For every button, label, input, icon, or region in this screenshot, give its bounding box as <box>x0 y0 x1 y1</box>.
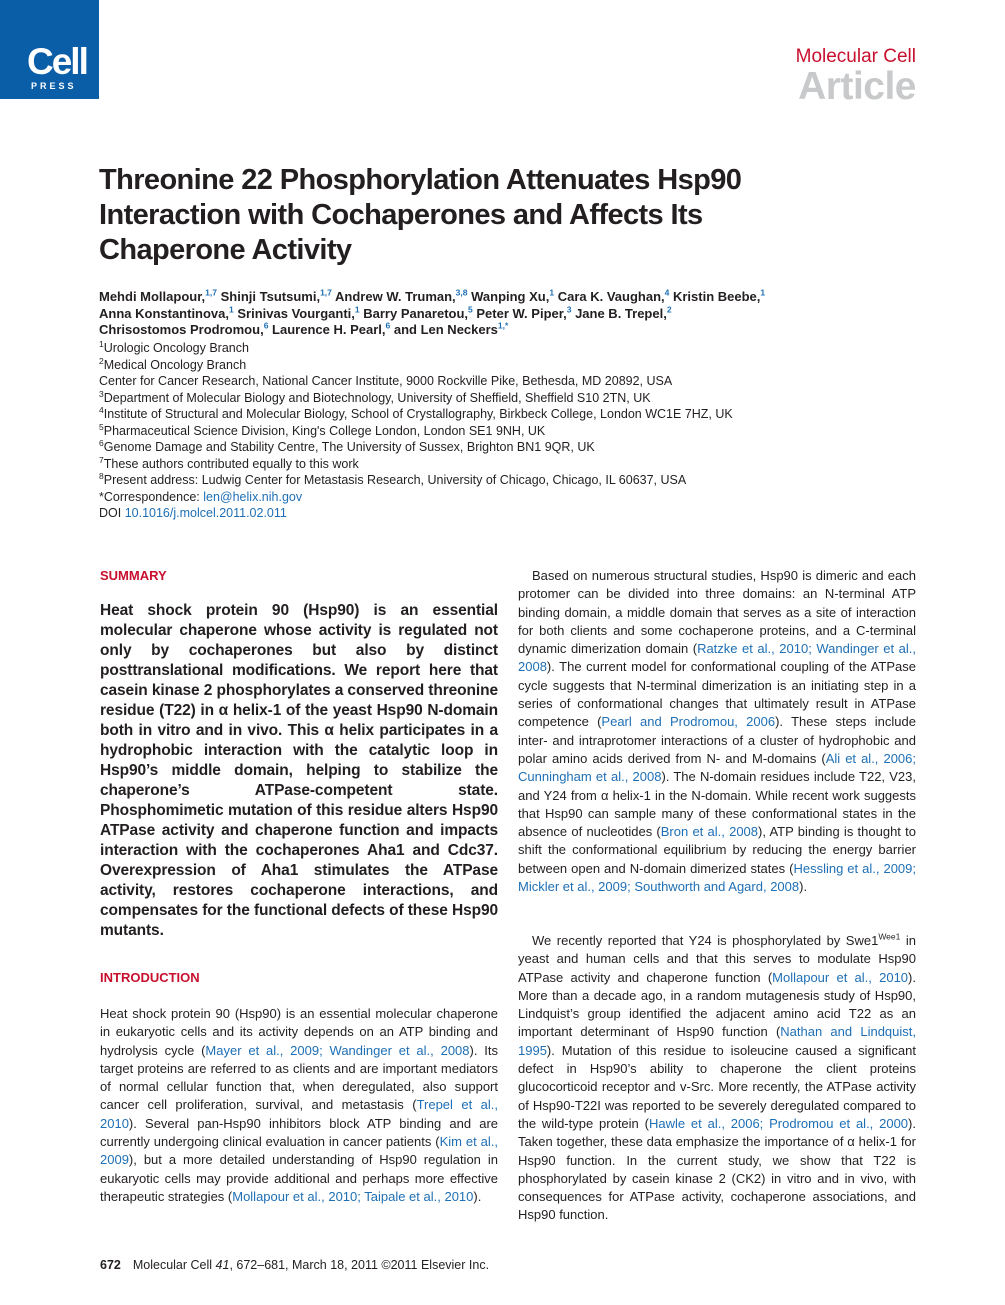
author-name: Mehdi Mollapour, <box>99 289 206 304</box>
affiliation-sup: 5 <box>99 421 104 432</box>
affiliation-sup: 3 <box>99 388 104 399</box>
text-run: ). Mutation of this residue to isoleucine caused a significant defect in Hsp90’s ability to chaperone the client proteins glucocorticoid receptor and v-Src. More recently, the ATPase activity of Hsp90-T22I was reported to be severely deregulated compared to the wild-type protein ( <box>518 1042 916 1131</box>
text-run: in yeast and human cells and that this serves to modulate Hsp90 ATPase activity and chaperone function ( <box>518 933 916 985</box>
affiliation-sup: 1 <box>99 338 104 349</box>
affiliation-item <box>99 406 919 423</box>
summary-text: Heat shock protein 90 (Hsp90) is an essential molecular chaperone whose activity is regulated not only by cochaperones but also by distinct posttranslational modifications. We report here that casein kinase 2 phosphorylates a conserved threonine residue (T22) in α helix-1 of the yeast Hsp90 N-domain both in vitro and in vivo. This α helix participates in a hydrophobic interaction with the catalytic loop in Hsp90’s middle domain, helping to stabilize the chaperone’s ATPase-competent state. Phosphomimetic mutation of this residue alters Hsp90 ATPase activity and chaperone function and impacts interaction with the cochaperones Aha1 and Cdc37. Overexpression of Aha1 stimulates the ATPase activity, restores cochaperone interactions, and compensates for the functional defects of these Hsp90 mutants. <box>100 602 498 939</box>
author-affiliation-sup[interactable]: 1,7 <box>205 287 217 298</box>
introduction-text <box>100 1005 498 1206</box>
footer-volume: 41 <box>215 1258 230 1272</box>
correspondence <box>99 489 919 506</box>
author-affiliation-sup[interactable]: 1 <box>229 304 234 315</box>
affiliation-text: Center for Cancer Research, National Cancer Institute, 9000 Rockville Pike, Bethesda, MD 20892, USA <box>99 374 673 388</box>
citation-link[interactable]: Mollapour et al., 2010 <box>772 969 909 985</box>
affiliation-text: Medical Oncology Branch <box>103 357 247 372</box>
author-name: Cara K. Vaughan, <box>557 289 665 304</box>
citation-link[interactable]: Mollapour et al., 2010; Taipale et al., 2010 <box>232 1188 474 1204</box>
text-run: We recently reported that Y24 is phosphorylated by Swe1 <box>532 933 879 948</box>
author-affiliation-sup[interactable]: 3,8 <box>455 287 468 298</box>
author-affiliation-sup[interactable]: 1,* <box>497 320 509 331</box>
text-run: Based on numerous structural studies, Hsp90 is dimeric and each protomer can be divided into three domains: an N-terminal ATP binding domain, a middle domain that serves as a site of interaction for both clients and some cochaperone proteins, and a C-terminal dynamic dimerization domain ( <box>518 568 916 657</box>
affiliation-text: Urologic Oncology Branch <box>103 341 249 355</box>
article-title: Threonine 22 Phosphorylation Attenuates Hsp90 Interaction with Cochaperones and Affects Its Chaperone Activity <box>99 164 742 266</box>
affiliation-text: Genome Damage and Stability Centre, The University of Sussex, Brighton BN1 9QR, UK <box>103 440 595 454</box>
author-name: Kristin Beebe, <box>672 289 761 304</box>
text-run: ). <box>799 879 808 895</box>
text-run: ). Several pan-Hsp90 inhibitors block ATP binding and are currently undergoing clinical evaluation in cancer patients ( <box>100 1115 498 1150</box>
body-paragraph-2 <box>518 932 916 1225</box>
correspondence-email-link[interactable]: len@helix.nih.gov <box>203 489 303 504</box>
affiliation-sup: 8 <box>99 470 104 481</box>
introduction-heading: INTRODUCTION <box>100 970 200 985</box>
logo-word: Cell <box>27 41 87 82</box>
author-name: Jane B. Trepel, <box>575 305 667 321</box>
footer-citation: , 672–681, March 18, 2011 ©2011 Elsevier Inc. <box>229 1258 490 1272</box>
affiliation-item <box>99 439 919 456</box>
correspondence-label: *Correspondence: <box>99 489 204 504</box>
citation-link[interactable]: Kim et al., 2009 <box>100 1134 498 1168</box>
text-run: ). These steps include inter- and intraprotomer interactions of a cluster of hydrophobic and polar amino acids derived from N- and M-domains ( <box>518 714 916 766</box>
author-name: Barry Panaretou, <box>363 305 469 321</box>
citation-link[interactable]: Mayer et al., 2009; Wandinger et al., 2008 <box>205 1042 470 1058</box>
text-run: ). The current model for conformational coupling of the ATPase cycle suggests that N-terminal dimerization is an initiating step in a series of conformational changes that ultimately result in ATPase competence ( <box>518 659 916 730</box>
text-run: ). Taken together, these data emphasize the importance of α helix-1 for Hsp90 function. In the current study, we show that T22 is phosphorylated by casein kinase 2 (CK2) in vitro and in vivo, with consequences for ATPase activity, cochaperone associations, and Hsp90 function. <box>518 1115 916 1223</box>
citation-link[interactable]: Ali et al., 2006; Cunningham et al., 2008 <box>518 750 917 785</box>
affiliation-item <box>99 472 919 489</box>
page-number: 672 <box>100 1258 121 1272</box>
page-footer <box>100 1257 489 1273</box>
citation-link[interactable]: Hawle et al., 2006; Prodromou et al., 2000 <box>648 1115 909 1131</box>
affiliation-sup: 2 <box>99 355 104 366</box>
superscript: Wee1 <box>878 931 901 942</box>
affiliation-text: Department of Molecular Biology and Biotechnology, University of Sheffield, Sheffield S10 2TN, UK <box>103 390 651 405</box>
author-name: Laurence H. Pearl, <box>272 322 386 337</box>
affiliation-text: Institute of Structural and Molecular Biology, School of Crystallography, Birkbeck College, London WC1E 7HZ, UK <box>103 407 733 421</box>
affiliation-text: These authors contributed equally to this work <box>103 456 359 471</box>
doi-link[interactable]: 10.1016/j.molcel.2011.02.011 <box>124 506 287 520</box>
author-affiliation-sup[interactable]: 1 <box>760 287 766 298</box>
affiliation-item <box>99 390 919 407</box>
affiliation-text: Pharmaceutical Science Division, King's College London, London SE1 9NH, UK <box>103 423 546 438</box>
citation-link[interactable]: Nathan and Lindquist, 1995 <box>518 1024 917 1058</box>
author-affiliation-sup[interactable]: 1 <box>354 304 360 315</box>
citation-link[interactable]: Bron et al., 2008 <box>660 824 759 840</box>
author-name: Andrew W. Truman, <box>335 289 456 304</box>
affiliation-list <box>99 340 919 489</box>
citation-link[interactable]: Pearl and Prodromou, 2006 <box>601 714 776 730</box>
citation-link[interactable]: Ratzke et al., 2010; Wandinger et al., 2008 <box>518 641 916 675</box>
affiliation-item <box>99 456 919 473</box>
text-run: ). More than a decade ago, in a random mutagenesis study of Hsp90, Lindquist’s group identified the adjacent amino acid T22 as an important determinant of Hsp90 function ( <box>518 969 916 1040</box>
text-run: ), ATP binding is thought to shift the conformational equilibrium by reducing the energy barrier between open and N-domain dimerized states ( <box>518 824 916 876</box>
author-affiliation-sup[interactable]: 4 <box>664 287 670 298</box>
text-run: ). Its target proteins are referred to as clients and are important mediators of normal cellular function that, when deregulated, also support cancer cell proliferation, survival, and metastasis ( <box>100 1042 499 1113</box>
author-affiliation-sup[interactable]: 6 <box>263 320 269 331</box>
affiliation-text: Present address: Ludwig Center for Metastasis Research, University of Chicago, Chicago, IL 60637, USA <box>103 473 687 487</box>
doi-label: DOI <box>99 506 125 520</box>
author-list <box>99 289 919 339</box>
text-run: ). The N-domain residues include T22, V23, and Y24 from α helix-1 in the N-domain. While recent work suggests that Hsp90 can sample many of these conformational states in the absence of nucleotides ( <box>518 769 916 840</box>
affiliation-item <box>99 340 919 357</box>
author-name: Wanping Xu, <box>471 289 550 304</box>
author-affiliation-sup[interactable]: 5 <box>468 304 473 315</box>
author-affiliation-sup[interactable]: 2 <box>666 304 672 315</box>
affiliation-item <box>99 373 919 390</box>
affiliation-item <box>99 423 919 440</box>
doi <box>99 505 919 522</box>
text-run: Heat shock protein 90 (Hsp90) is an essential molecular chaperone in eukaryotic cells and its activity depends on an ATP binding and hydrolysis cycle ( <box>100 1006 498 1058</box>
affiliation-sup: 4 <box>99 404 104 415</box>
author-name: and Len Neckers <box>393 322 498 337</box>
author-affiliation-sup[interactable]: 6 <box>385 320 391 331</box>
journal-name: Molecular Cell <box>795 46 916 67</box>
body-paragraph-1 <box>518 567 916 896</box>
affiliations <box>99 340 919 522</box>
citation-link[interactable]: Trepel et al., 2010 <box>100 1097 498 1131</box>
cell-press-logo <box>0 0 99 99</box>
affiliation-sup: 6 <box>99 437 104 448</box>
text-run: ). <box>473 1188 482 1204</box>
logo-press: PRESS <box>31 81 77 91</box>
summary-heading: SUMMARY <box>100 568 167 583</box>
author-affiliation-sup[interactable]: 1,7 <box>320 287 332 298</box>
author-affiliation-sup[interactable]: 1 <box>549 287 555 298</box>
author-name: Anna Konstantinova, <box>99 305 230 321</box>
footer-journal: Molecular Cell <box>132 1258 216 1272</box>
affiliation-sup: 7 <box>99 454 104 465</box>
author-affiliation-sup[interactable]: 3 <box>566 304 572 315</box>
article-type: Article <box>798 65 916 108</box>
author-name: Chrisostomos Prodromou, <box>99 322 264 337</box>
affiliation-item <box>99 357 919 374</box>
author-name: Shinji Tsutsumi, <box>220 289 321 304</box>
author-name: Srinivas Vourganti, <box>237 305 355 321</box>
text-run: ), but a more detailed understanding of Hsp90 regulation in eukaryotic cells may provide additional and perhaps more effective therapeutic strategies ( <box>100 1152 498 1204</box>
citation-link[interactable]: Hessling et al., 2009; Mickler et al., 2009; Southworth and Agard, 2008 <box>518 860 917 895</box>
author-name: Peter W. Piper, <box>476 305 567 321</box>
